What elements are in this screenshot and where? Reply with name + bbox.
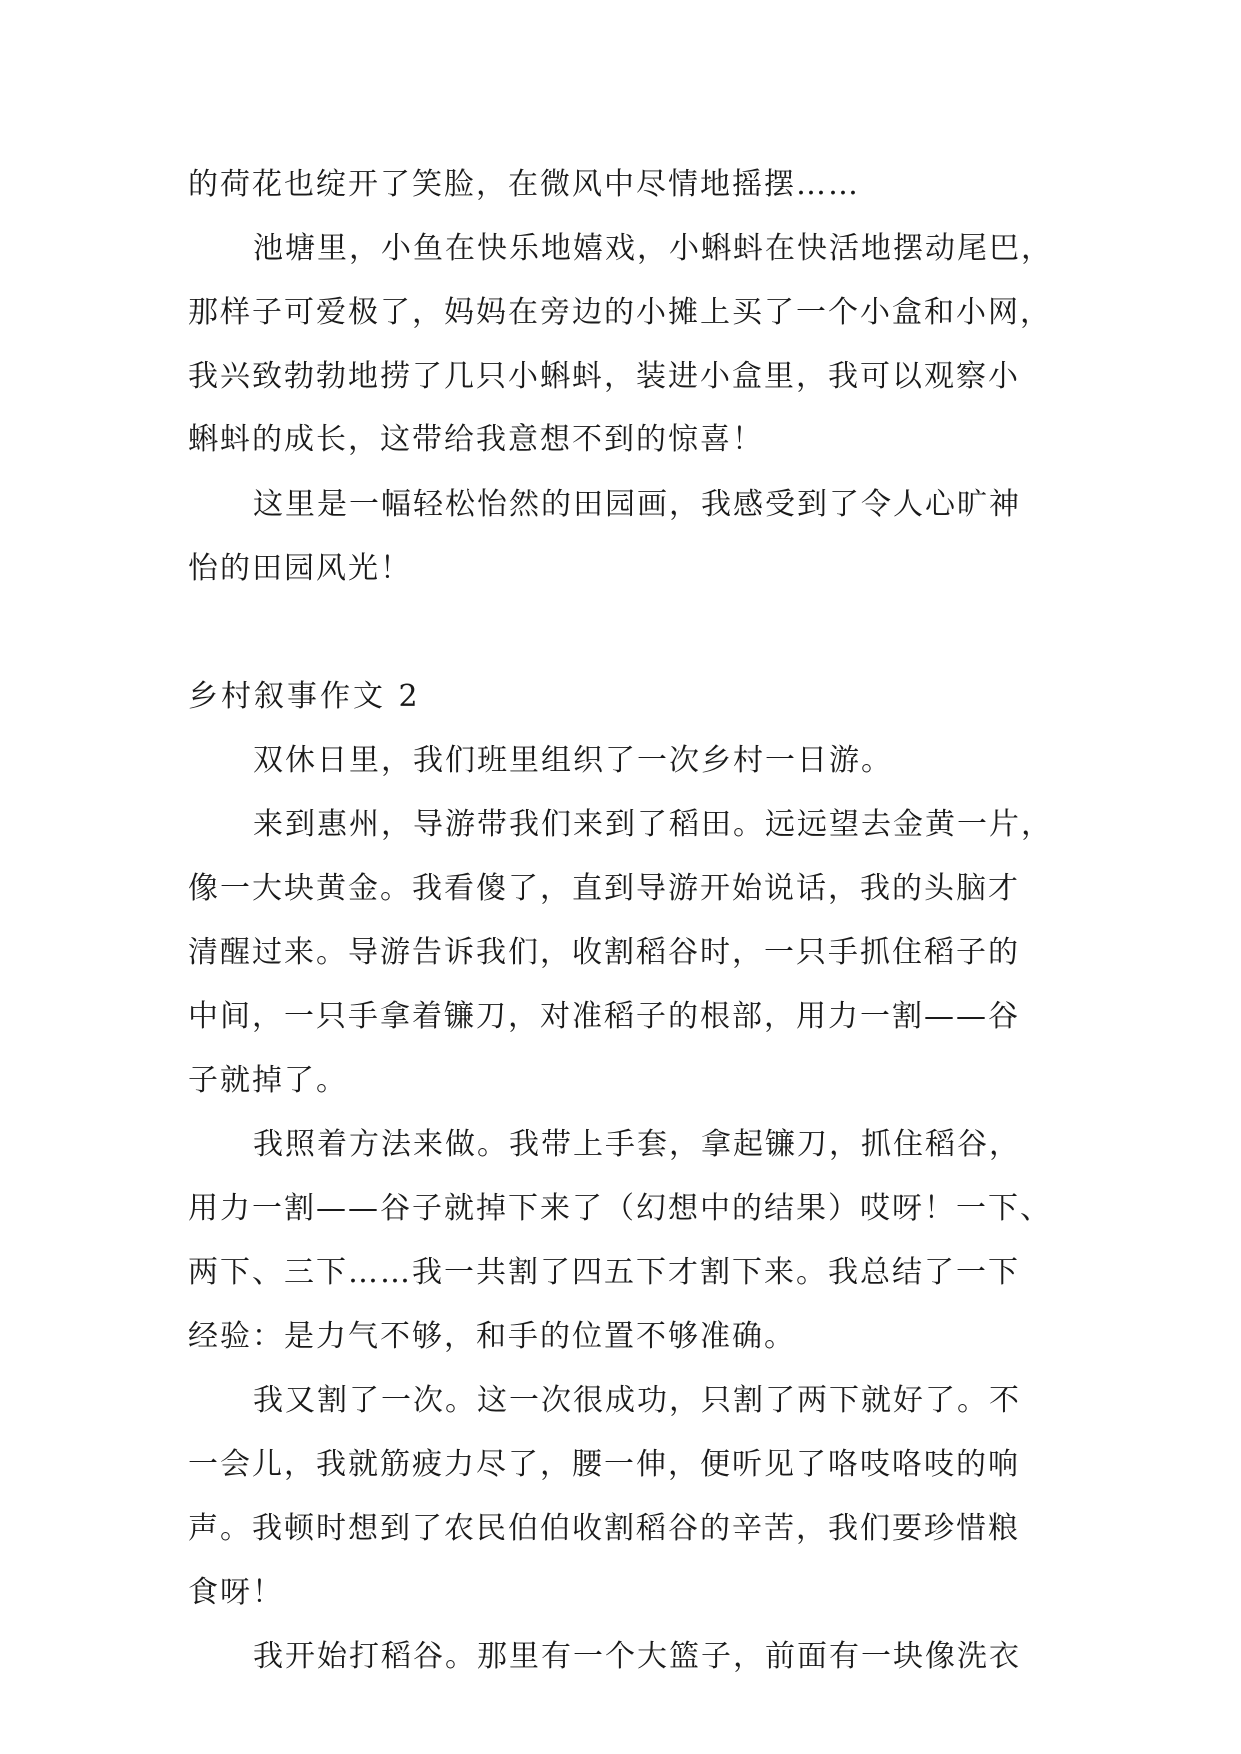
text-line: 我又割了一次。这一次很成功，只割了两下就好了。不 <box>253 1383 1021 1418</box>
text-line: 那样子可爱极了，妈妈在旁边的小摊上买了一个小盒和小网， <box>188 295 1052 330</box>
text-line: 用力一割——谷子就掉下来了（幻想中的结果）哎呀！一下、 <box>188 1191 1052 1226</box>
text-line: 中间，一只手拿着镰刀，对准稻子的根部，用力一割——谷 <box>188 999 1020 1034</box>
text-line: 我兴致勃勃地捞了几只小蝌蚪，装进小盒里，我可以观察小 <box>188 359 1020 394</box>
text-line: 我开始打稻谷。那里有一个大篮子，前面有一块像洗衣 <box>253 1639 1021 1674</box>
text-line: 像一大块黄金。我看傻了，直到导游开始说话，我的头脑才 <box>188 871 1020 906</box>
text-line: 池塘里，小鱼在快乐地嬉戏，小蝌蚪在快活地摆动尾巴， <box>253 231 1053 266</box>
text-line: 怡的田园风光！ <box>188 551 412 586</box>
text-line: 清醒过来。导游告诉我们，收割稻谷时，一只手抓住稻子的 <box>188 935 1020 970</box>
text-line: 来到惠州，导游带我们来到了稻田。远远望去金黄一片， <box>253 807 1053 842</box>
text-line: 食呀！ <box>188 1575 284 1610</box>
text-line: 的荷花也绽开了笑脸，在微风中尽情地摇摆…… <box>188 167 860 202</box>
text-line: 子就掉了。 <box>188 1063 348 1098</box>
text-line: 两下、三下……我一共割了四五下才割下来。我总结了一下 <box>188 1255 1020 1290</box>
text-line: 一会儿，我就筋疲力尽了，腰一伸，便听见了咯吱咯吱的响 <box>188 1447 1020 1482</box>
text-line: 蝌蚪的成长，这带给我意想不到的惊喜！ <box>188 422 764 457</box>
section-heading: 乡村叙事作文 2 <box>188 679 421 714</box>
text-line: 这里是一幅轻松怡然的田园画，我感受到了令人心旷神 <box>253 487 1021 522</box>
text-line: 我照着方法来做。我带上手套，拿起镰刀，抓住稻谷， <box>253 1127 1021 1162</box>
text-line: 声。我顿时想到了农民伯伯收割稻谷的辛苦，我们要珍惜粮 <box>188 1511 1020 1546</box>
text-line: 双休日里，我们班里组织了一次乡村一日游。 <box>253 743 893 778</box>
text-line: 经验：是力气不够，和手的位置不够准确。 <box>188 1319 796 1354</box>
